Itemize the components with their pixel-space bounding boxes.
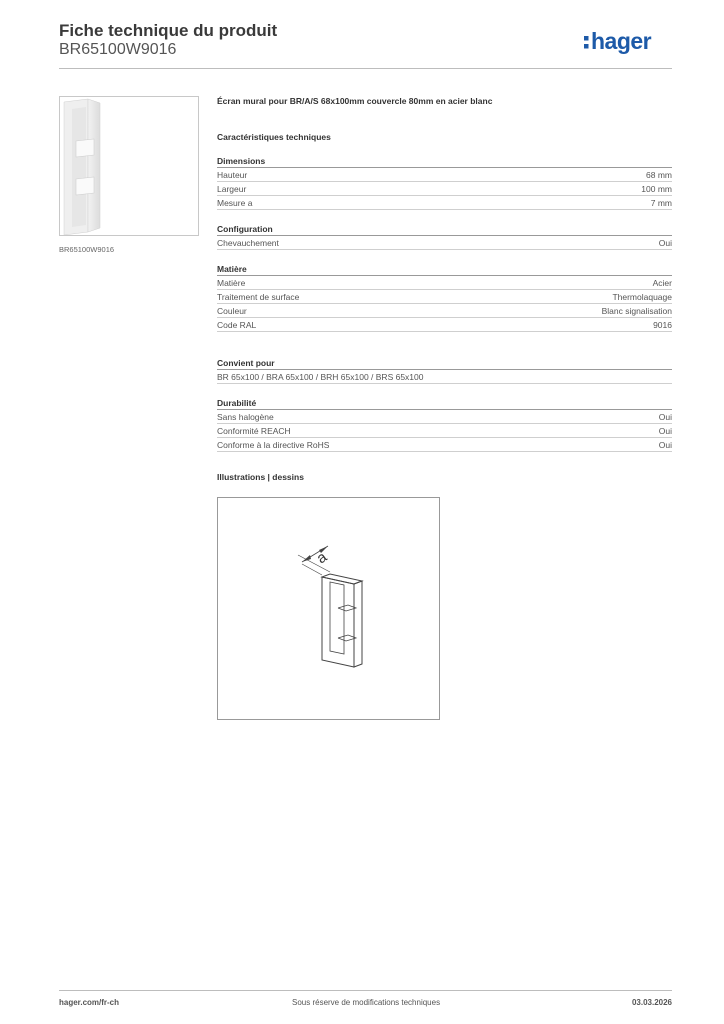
- table-row: Matière Acier: [217, 278, 672, 288]
- section-durabilite: [217, 396, 672, 452]
- footer-date: 03.03.2026: [631, 998, 672, 1007]
- table-row: Chevauchement Oui: [217, 238, 672, 248]
- product-image: [60, 97, 198, 235]
- section-title: Matière: [217, 262, 672, 276]
- spec-content: [217, 96, 672, 482]
- page-title: Fiche technique du produit: [59, 21, 278, 40]
- tech-heading: Caractéristiques techniques: [217, 132, 331, 142]
- illustration-drawing: [217, 497, 440, 720]
- header-divider: [59, 68, 672, 69]
- footer-divider: [59, 990, 672, 991]
- table-row: Hauteur 68 mm: [217, 170, 672, 180]
- footer-notice: Sous réserve de modifications techniques: [292, 998, 441, 1007]
- section-title: Configuration: [217, 222, 672, 236]
- section-matiere: [217, 262, 672, 332]
- table-row: Traitement de surface Thermolaquage: [217, 292, 672, 302]
- table-row: Couleur Blanc signalisation: [217, 306, 672, 316]
- table-row: Sans halogène Oui: [217, 412, 672, 422]
- section-convient: [217, 356, 672, 384]
- hager-logo-mark: [584, 28, 674, 56]
- table-row: Mesure a 7 mm: [217, 198, 672, 208]
- section-title: Durabilité: [217, 396, 672, 410]
- section-configuration: [217, 222, 672, 250]
- product-code: BR65100W9016: [59, 41, 177, 58]
- table-row: Conforme à la directive RoHS Oui: [217, 440, 672, 450]
- table-row: Largeur 100 mm: [217, 184, 672, 194]
- thumbnail-caption: BR65100W9016: [59, 245, 115, 254]
- table-row: BR 65x100 / BRA 65x100 / BRH 65x100 / BRS 65x100: [217, 370, 672, 384]
- section-dimensions: [217, 154, 672, 210]
- logo-text: hager: [591, 28, 652, 54]
- section-title: Convient pour: [217, 356, 672, 370]
- product-thumbnail: [59, 96, 199, 236]
- illustrations-heading: Illustrations | dessins: [217, 472, 304, 482]
- technical-drawing: [218, 498, 439, 719]
- table-row: Code RAL 9016: [217, 320, 672, 330]
- hager-logo[interactable]: [584, 28, 674, 56]
- product-description: Écran mural pour BR/A/S 68x100mm couvercle 80mm en acier blanc: [217, 96, 493, 106]
- section-title: Dimensions: [217, 154, 672, 168]
- table-row: Conformité REACH Oui: [217, 426, 672, 436]
- dimension-label-a: a: [313, 548, 331, 568]
- footer-website-link[interactable]: hager.com/fr-ch: [59, 998, 120, 1007]
